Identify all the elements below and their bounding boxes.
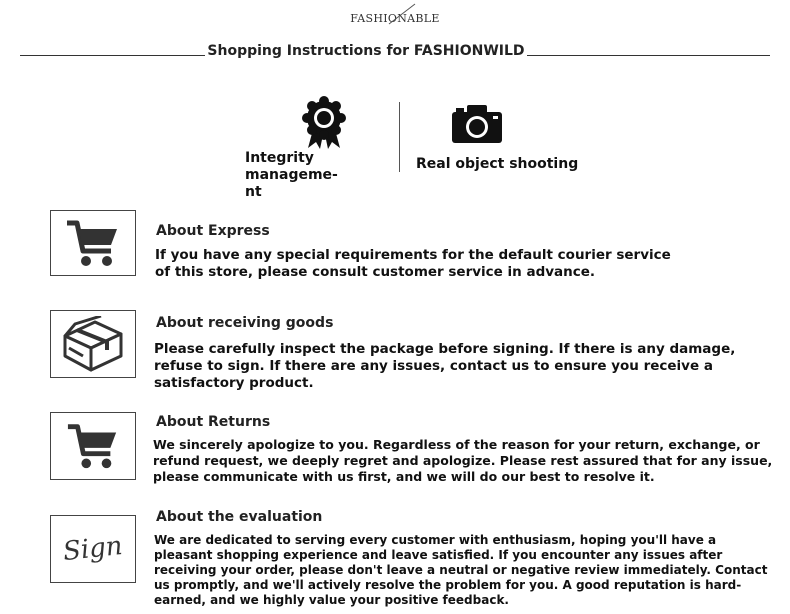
shopping-cart-icon: [66, 420, 120, 472]
shopping-cart-icon: [65, 217, 121, 269]
header-rule-right: [527, 55, 770, 56]
sign-signature-icon: Sign: [61, 530, 125, 568]
award-ribbon-icon: [300, 96, 348, 150]
badge-label-real-shooting: Real object shooting: [416, 156, 579, 172]
section-title-evaluation: About the evaluation: [156, 509, 323, 525]
returns-icon-box: [50, 412, 136, 480]
badge-divider: [399, 102, 400, 172]
evaluation-icon-box: [50, 515, 136, 583]
section-text-receiving: Please carefully inspect the package before signing. If there is any damage, refuse to sign. If there are any issues, contact us to ensure you receive a satisfactory product.: [154, 341, 736, 391]
badge-label-integrity: Integrity manageme- nt: [245, 150, 338, 200]
receiving-icon-box: [50, 310, 136, 378]
package-box-icon: [61, 316, 125, 372]
express-icon-box: [50, 210, 136, 276]
section-text-evaluation: We are dedicated to serving every customer with enthusiasm, hoping you'll have a pleasant shopping experience and leave satisfied. If you encounter any issues after receiving your order, please don't leave a neutral or negative review immediately. Contact us promptly, and we'll actively resolve the problem for you. A good reputation is hard-earned, and we highly value your positive feedback.: [154, 533, 768, 607]
brand-logo-text: FASHIONABLE: [350, 12, 440, 25]
section-title-returns: About Returns: [156, 414, 271, 430]
section-text-express: If you have any special requirements for the default courier service of this store, please consult customer service in advance.: [155, 247, 671, 280]
section-title-receiving: About receiving goods: [156, 315, 334, 331]
camera-icon: [452, 105, 502, 143]
page-title: Shopping Instructions for FASHIONWILD: [207, 43, 525, 59]
section-title-express: About Express: [156, 223, 270, 239]
brand-slash-decoration: [385, 2, 425, 26]
header-rule-left: [20, 55, 205, 56]
section-text-returns: We sincerely apologize to you. Regardless of the reason for your return, exchange, or refund request, we deeply regret and apologize. Please rest assured that for any issue, please communicate with us first, and we will do our best to resolve it.: [153, 437, 773, 484]
